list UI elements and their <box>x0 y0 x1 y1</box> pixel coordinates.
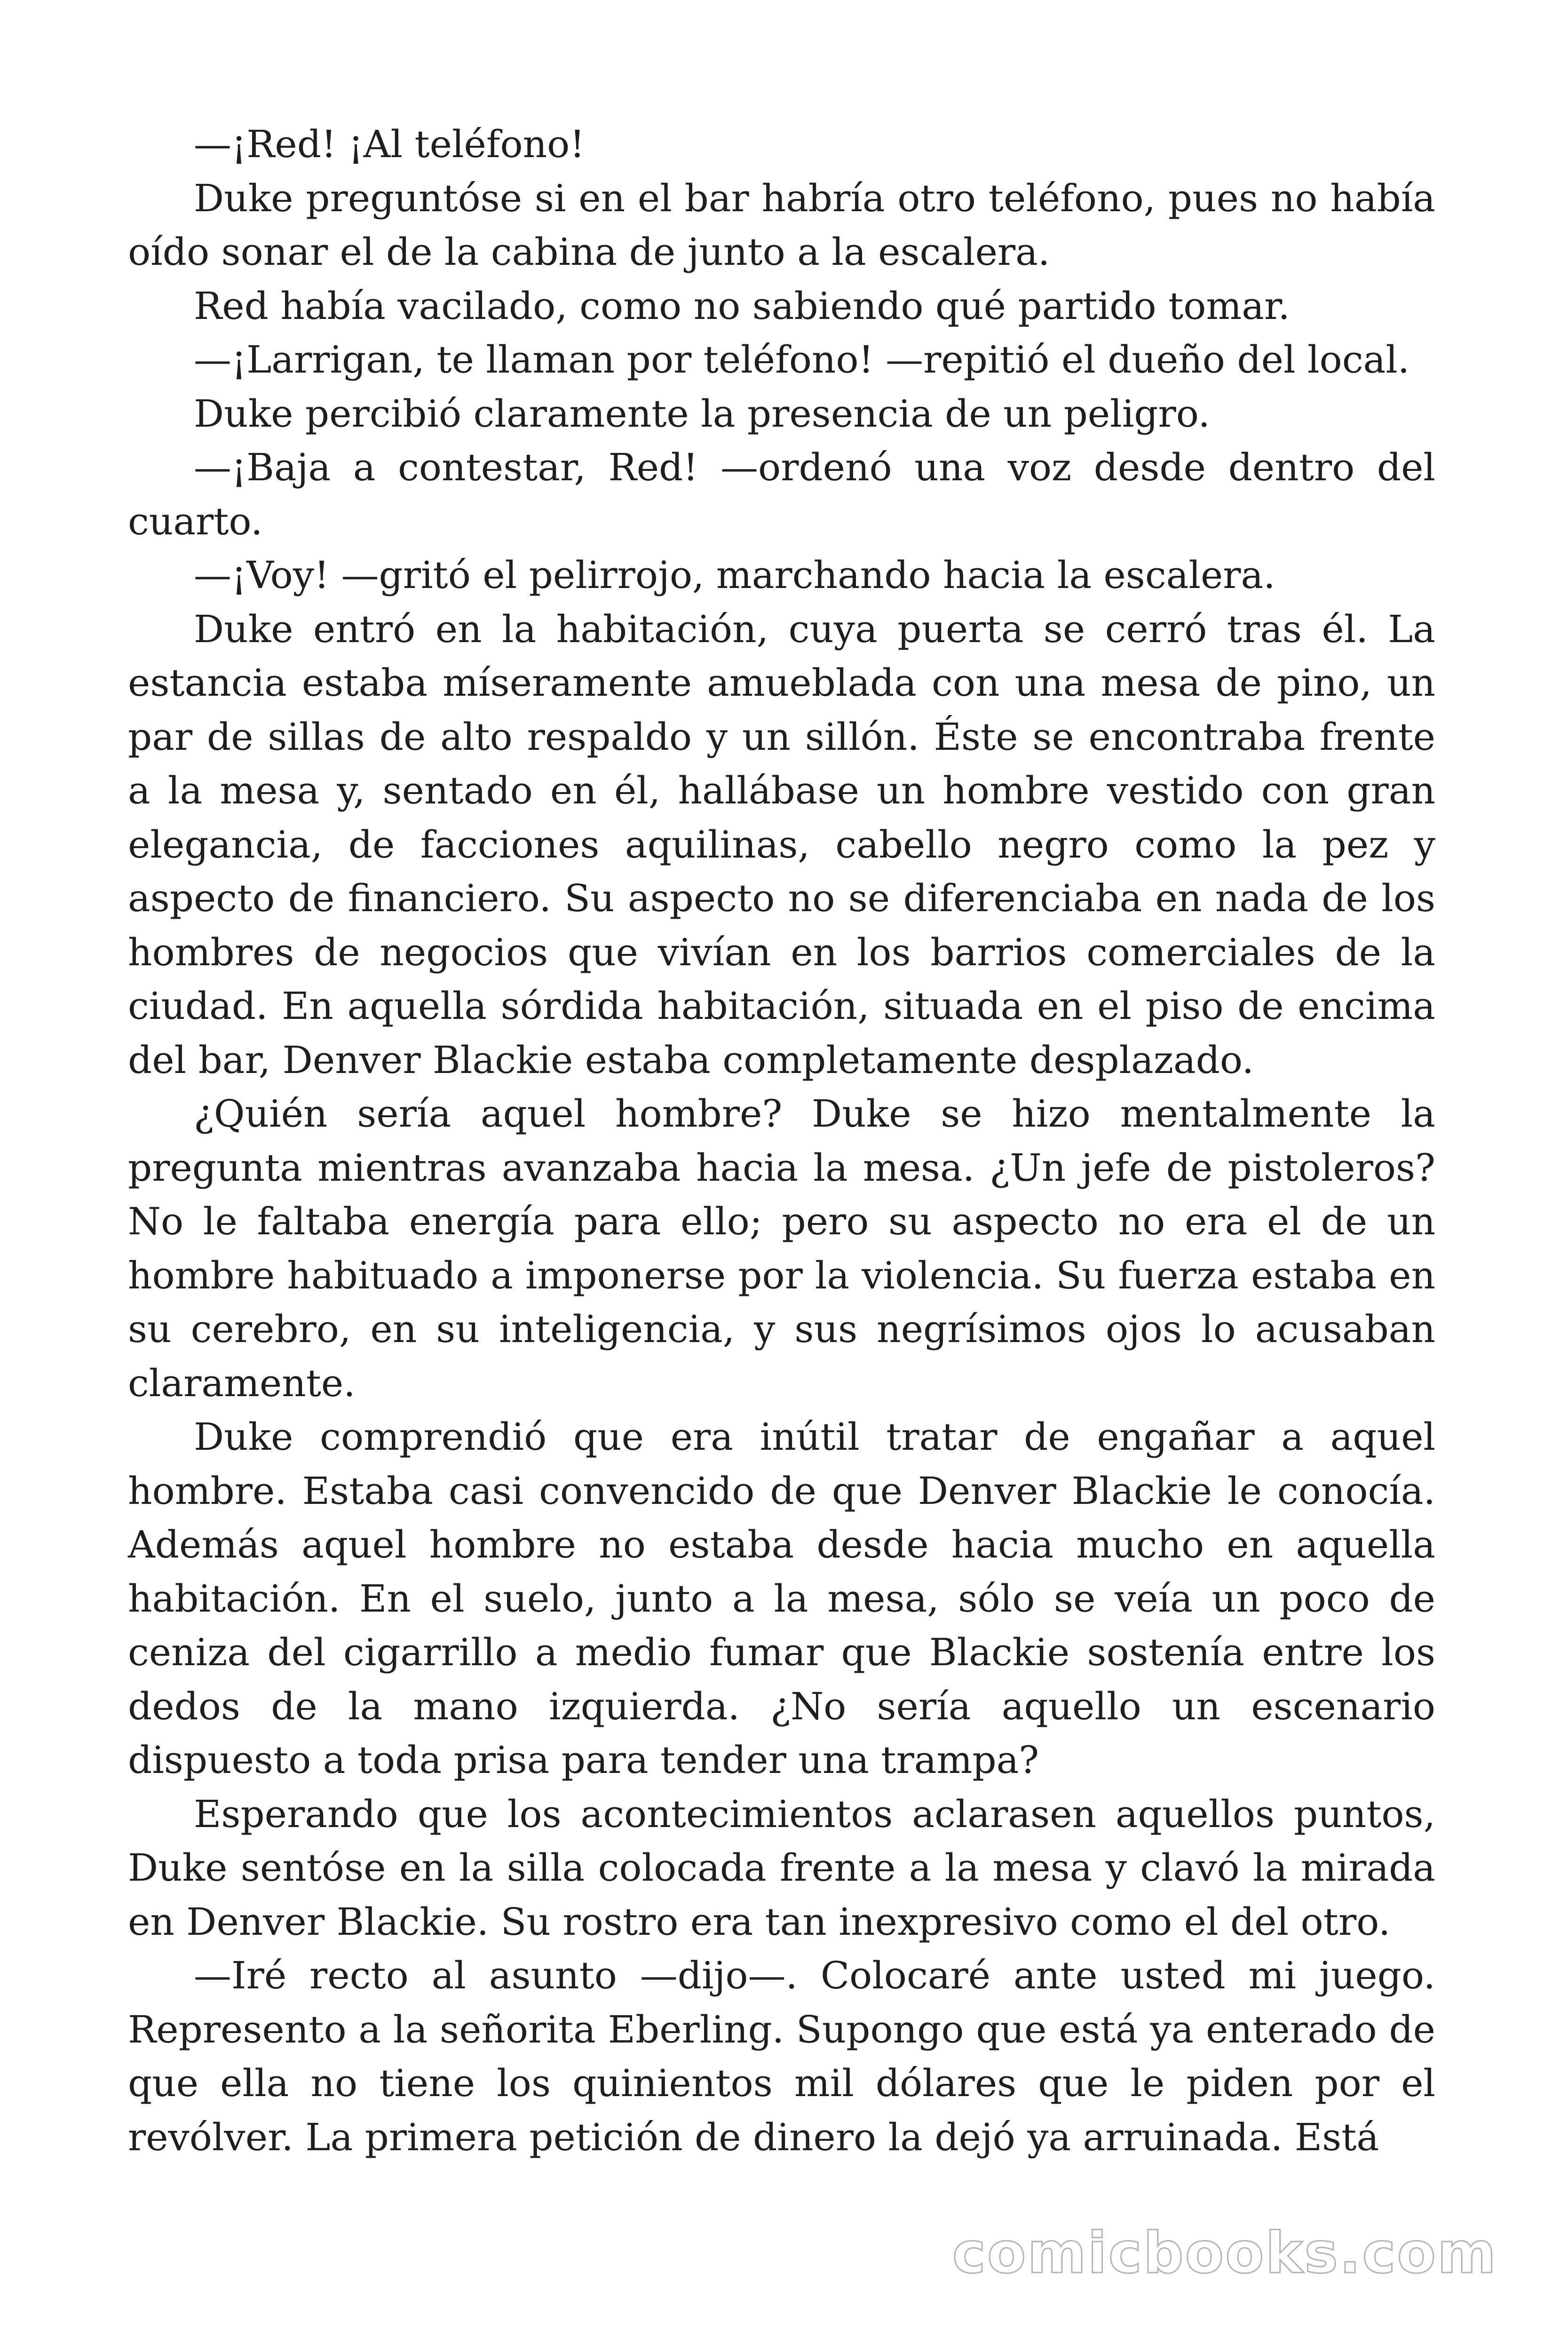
paragraph: Duke percibió claramente la presencia de un peligro. <box>194 391 1210 436</box>
paragraph: Duke comprendió que era inútil tratar de engañar a aquel hombre. Estaba casi convencido de que Denver Blackie le conocía. Además aquel hombre no estaba desde hacia mucho en aquella habitación. En el suelo, junto a la mesa, sólo se veía un poco de ceniza del cigarrillo a medio fumar que Blackie sostenía entre los dedos de la mano izquierda. ¿No sería aquello un escenario dispuesto a toda prisa para tender una trampa? <box>128 1415 1435 1782</box>
watermark: comicbooks.com <box>952 2221 1497 2286</box>
paragraph: —¡Baja a contestar, Red! —ordenó una voz desde dentro del cuarto. <box>128 445 1435 543</box>
paragraph: —Iré recto al asunto —dijo—. Colocaré ante usted mi juego. Represento a la señorita Eberling. Supongo que está ya enterado de que ella no tiene los quinientos mil dólares que le piden por el revólver. La primera petición de dinero la dejó ya arruinada. Está <box>128 1954 1435 2159</box>
paragraph: —¡Voy! —gritó el pelirrojo, marchando hacia la escalera. <box>194 553 1275 597</box>
paragraph: —¡Larrigan, te llaman por teléfono! —repitió el dueño del local. <box>194 338 1410 381</box>
paragraph: Esperando que los acontecimientos aclarasen aquellos puntos, Duke sentóse en la silla colocada frente a la mesa y clavó la mirada en Denver Blackie. Su rostro era tan inexpresivo como el del otro. <box>128 1792 1435 1944</box>
paragraph: Red había vacilado, como no sabiendo qué partido tomar. <box>194 284 1290 328</box>
body-text <box>128 118 1435 2164</box>
paragraph: Duke preguntóse si en el bar habría otro teléfono, pues no había oído sonar el de la cabina de junto a la escalera. <box>128 176 1435 274</box>
paragraph: —¡Red! ¡Al teléfono! <box>194 122 585 166</box>
paragraph: ¿Quién sería aquel hombre? Duke se hizo mentalmente la pregunta mientras avanzaba hacia la mesa. ¿Un jefe de pistoleros? No le faltaba energía para ello; pero su aspecto no era el de un hombre habituado a imponerse por la violencia. Su fuerza estaba en su cerebro, en su inteligencia, y sus negrísimos ojos lo acusaban claramente. <box>128 1092 1435 1405</box>
paragraph: Duke entró en la habitación, cuya puerta se cerró tras él. La estancia estaba míseramente amueblada con una mesa de pino, un par de sillas de alto respaldo y un sillón. Éste se encontraba frente a la mesa y, sentado en él, hallábase un hombre vestido con gran elegancia, de facciones aquilinas, cabello negro como la pez y aspecto de financiero. Su aspecto no se diferenciaba en nada de los hombres de negocios que vivían en los barrios comerciales de la ciudad. En aquella sórdida habitación, situada en el piso de encima del bar, Denver Blackie estaba completamente desplazado. <box>128 607 1435 1082</box>
